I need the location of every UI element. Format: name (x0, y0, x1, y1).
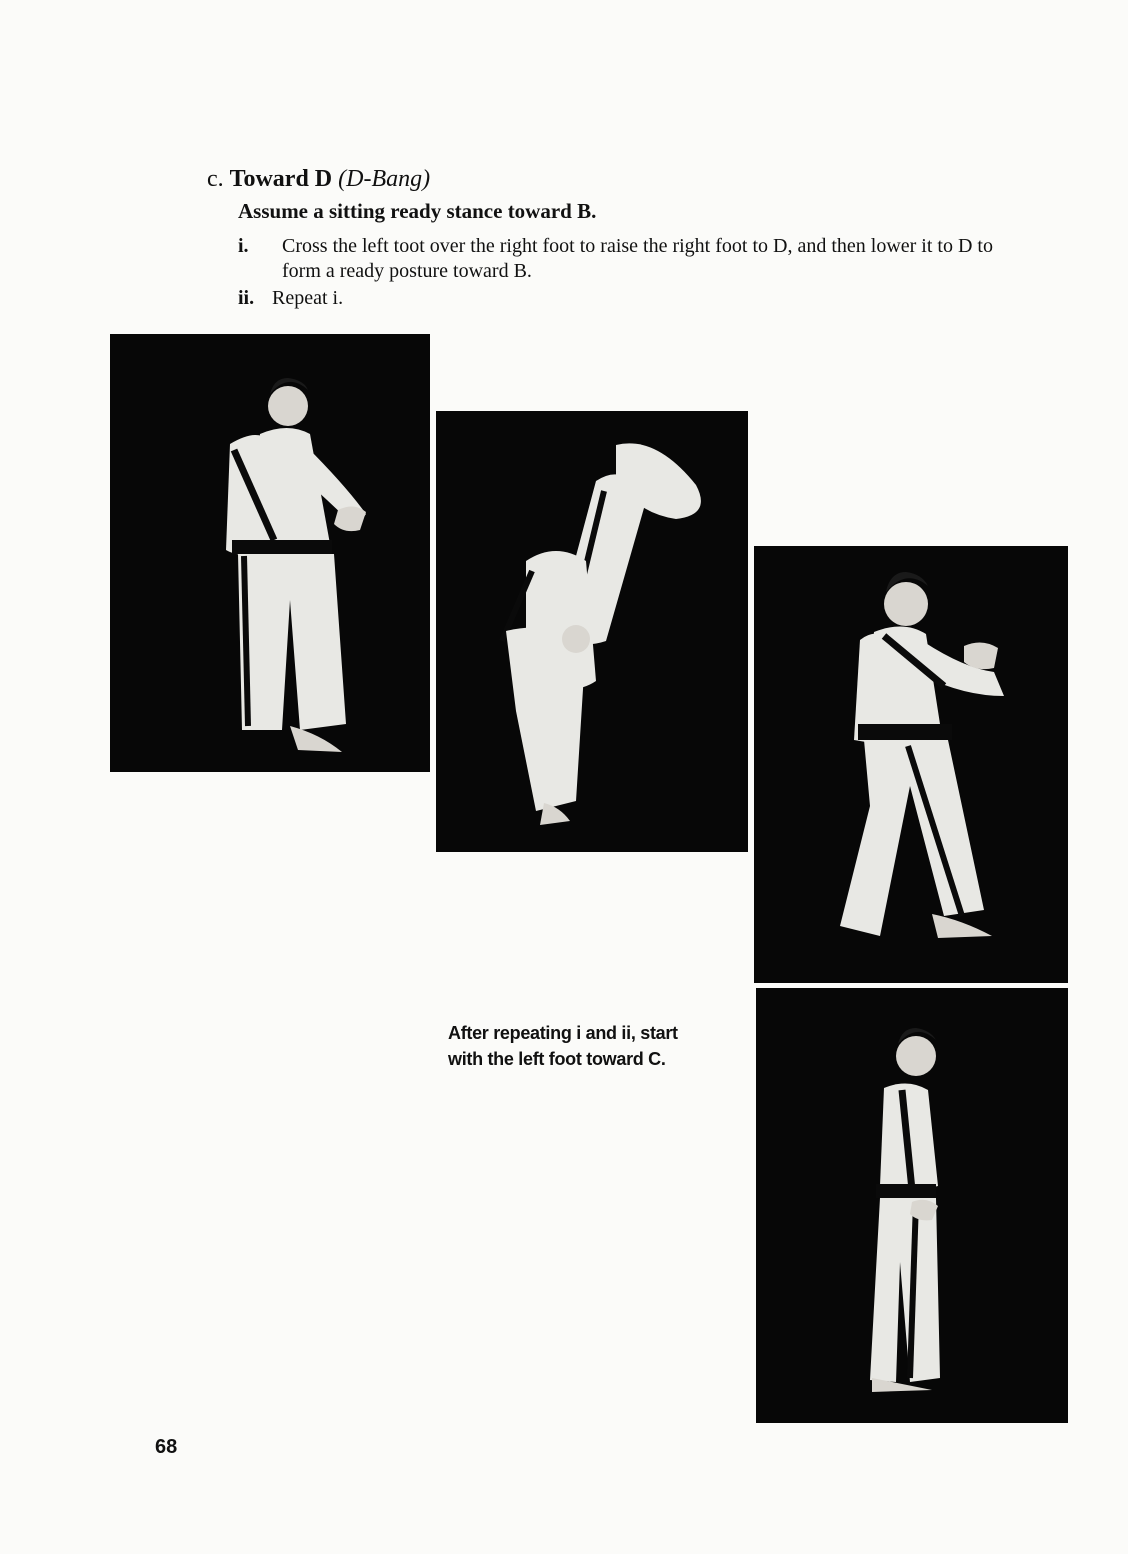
figure-illustration (110, 334, 430, 772)
section-intro: Assume a sitting ready stance toward B. (238, 199, 597, 223)
figure-illustration (754, 546, 1068, 983)
section-subtitle: (D-Bang) (338, 166, 431, 192)
step-number: i. (238, 235, 249, 257)
step-item (238, 234, 1002, 284)
caption-line: with the left foot toward C. (448, 1049, 666, 1069)
step-text: Cross the left toot over the right foot to raise the right foot to D, and then lower it to D to form a ready posture toward B. (282, 235, 993, 282)
section-letter: c. (207, 166, 224, 192)
photo-turn-toward-c (756, 988, 1068, 1423)
photo-ready-stance (110, 334, 430, 772)
section-title: Toward D (229, 166, 333, 192)
figure-illustration (436, 411, 748, 852)
step-text: Repeat i. (272, 287, 344, 309)
section-heading (207, 164, 430, 194)
page-number: 68 (155, 1436, 178, 1458)
photo-caption (448, 1020, 748, 1072)
photo-crescent-kick (436, 411, 748, 852)
step-item (238, 286, 992, 311)
caption-line: After repeating i and ii, start (448, 1023, 678, 1043)
photo-ready-posture (754, 546, 1068, 983)
figure-illustration (756, 988, 1068, 1423)
step-number: ii. (238, 287, 255, 309)
